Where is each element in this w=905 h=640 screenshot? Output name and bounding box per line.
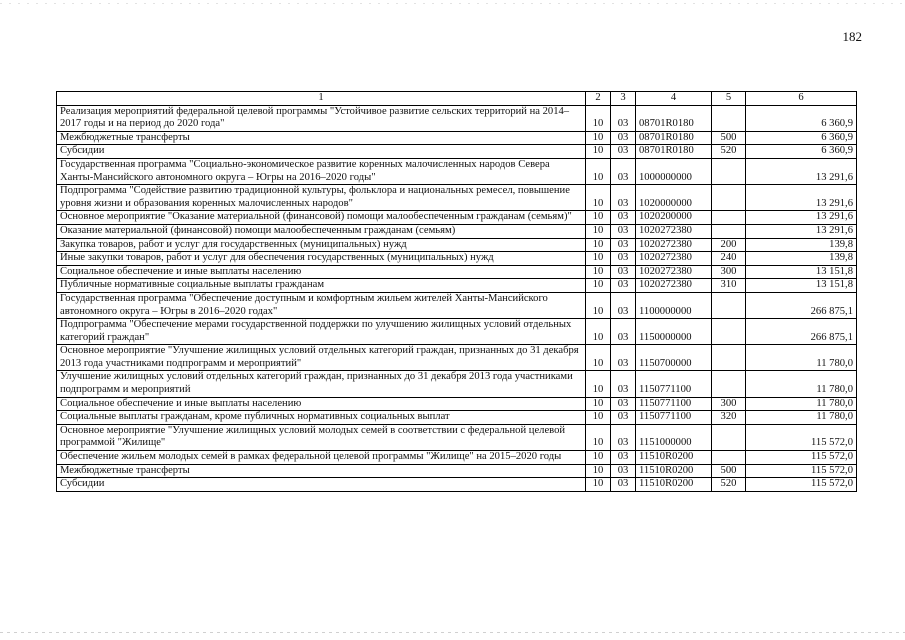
amount-cell: 11 780,0 bbox=[746, 411, 857, 425]
subsection-code-cell: 03 bbox=[611, 265, 636, 279]
table-row bbox=[57, 131, 857, 145]
row-name-cell: Оказание материальной (финансовой) помощи малообеспеченным гражданам (семьям) bbox=[57, 224, 586, 238]
table-row bbox=[57, 345, 857, 371]
subsection-code-cell: 03 bbox=[611, 211, 636, 225]
subsection-code-cell: 03 bbox=[611, 478, 636, 492]
budget-table-body bbox=[57, 105, 857, 491]
section-code-cell: 10 bbox=[586, 319, 611, 345]
expense-type-cell bbox=[712, 292, 746, 318]
row-name-cell: Подпрограмма "Содействие развитию традиционной культуры, фольклора и национальных ремесел, повышение уровня жизни и образования коренных малочисленных народов" bbox=[57, 185, 586, 211]
amount-cell: 266 875,1 bbox=[746, 319, 857, 345]
amount-cell: 13 291,6 bbox=[746, 211, 857, 225]
amount-cell: 139,8 bbox=[746, 252, 857, 266]
expense-type-cell: 520 bbox=[712, 145, 746, 159]
row-name-cell: Основное мероприятие "Оказание материальной (финансовой) помощи малообеспеченным гражданам (семьям)" bbox=[57, 211, 586, 225]
section-code-cell: 10 bbox=[586, 252, 611, 266]
target-article-cell: 11510R0200 bbox=[636, 464, 712, 478]
expense-type-cell: 300 bbox=[712, 265, 746, 279]
target-article-cell: 1150771100 bbox=[636, 371, 712, 397]
section-code-cell: 10 bbox=[586, 451, 611, 465]
subsection-code-cell: 03 bbox=[611, 424, 636, 450]
expense-type-cell: 240 bbox=[712, 252, 746, 266]
section-code-cell: 10 bbox=[586, 411, 611, 425]
table-row bbox=[57, 424, 857, 450]
target-article-cell: 1020272380 bbox=[636, 238, 712, 252]
expense-type-cell bbox=[712, 185, 746, 211]
subsection-code-cell: 03 bbox=[611, 451, 636, 465]
target-article-cell: 1020272380 bbox=[636, 252, 712, 266]
table-row bbox=[57, 211, 857, 225]
target-article-cell: 08701R0180 bbox=[636, 131, 712, 145]
amount-cell: 11 780,0 bbox=[746, 345, 857, 371]
expense-type-cell: 320 bbox=[712, 411, 746, 425]
table-row bbox=[57, 279, 857, 293]
amount-cell: 13 151,8 bbox=[746, 279, 857, 293]
scan-artifact-top bbox=[0, 3, 905, 4]
target-article-cell: 1100000000 bbox=[636, 292, 712, 318]
target-article-cell: 1000000000 bbox=[636, 158, 712, 184]
section-code-cell: 10 bbox=[586, 105, 611, 131]
subsection-code-cell: 03 bbox=[611, 224, 636, 238]
amount-cell: 11 780,0 bbox=[746, 371, 857, 397]
subsection-code-cell: 03 bbox=[611, 411, 636, 425]
subsection-code-cell: 03 bbox=[611, 319, 636, 345]
table-row bbox=[57, 371, 857, 397]
target-article-cell: 1020000000 bbox=[636, 185, 712, 211]
row-name-cell: Обеспечение жильем молодых семей в рамках федеральной целевой программы "Жилище" на 2015–2020 годы bbox=[57, 451, 586, 465]
section-code-cell: 10 bbox=[586, 238, 611, 252]
page-number: 182 bbox=[842, 29, 862, 44]
target-article-cell: 1150771100 bbox=[636, 411, 712, 425]
table-row bbox=[57, 252, 857, 266]
expense-type-cell bbox=[712, 371, 746, 397]
target-article-cell: 11510R0200 bbox=[636, 478, 712, 492]
expense-type-cell bbox=[712, 345, 746, 371]
row-name-cell: Улучшение жилищных условий отдельных категорий граждан, признанных до 31 декабря 2013 года участниками подпрограмм и мероприятий bbox=[57, 371, 586, 397]
column-number-row bbox=[57, 92, 857, 106]
section-code-cell: 10 bbox=[586, 224, 611, 238]
amount-cell: 115 572,0 bbox=[746, 451, 857, 465]
subsection-code-cell: 03 bbox=[611, 292, 636, 318]
section-code-cell: 10 bbox=[586, 292, 611, 318]
subsection-code-cell: 03 bbox=[611, 185, 636, 211]
column-header-1: 1 bbox=[57, 92, 586, 106]
amount-cell: 115 572,0 bbox=[746, 464, 857, 478]
amount-cell: 13 291,6 bbox=[746, 185, 857, 211]
expense-type-cell bbox=[712, 224, 746, 238]
expense-type-cell: 520 bbox=[712, 478, 746, 492]
row-name-cell: Основное мероприятие "Улучшение жилищных условий молодых семей в соответствии с федеральной целевой программой "Жилище" bbox=[57, 424, 586, 450]
target-article-cell: 1020272380 bbox=[636, 279, 712, 293]
subsection-code-cell: 03 bbox=[611, 464, 636, 478]
amount-cell: 139,8 bbox=[746, 238, 857, 252]
amount-cell: 11 780,0 bbox=[746, 397, 857, 411]
table-row bbox=[57, 451, 857, 465]
budget-table bbox=[56, 91, 857, 492]
row-name-cell: Социальное обеспечение и иные выплаты населению bbox=[57, 397, 586, 411]
row-name-cell: Субсидии bbox=[57, 478, 586, 492]
amount-cell: 115 572,0 bbox=[746, 478, 857, 492]
target-article-cell: 08701R0180 bbox=[636, 105, 712, 131]
amount-cell: 13 291,6 bbox=[746, 224, 857, 238]
section-code-cell: 10 bbox=[586, 478, 611, 492]
table-row bbox=[57, 224, 857, 238]
scan-artifact-bottom bbox=[0, 632, 905, 633]
row-name-cell: Государственная программа "Обеспечение доступным и комфортным жильем жителей Ханты-Мансийского автономного округа – Югры в 2016–2020 годах" bbox=[57, 292, 586, 318]
table-row bbox=[57, 238, 857, 252]
target-article-cell: 1020272380 bbox=[636, 224, 712, 238]
amount-cell: 6 360,9 bbox=[746, 105, 857, 131]
table-row bbox=[57, 145, 857, 159]
row-name-cell: Основное мероприятие "Улучшение жилищных условий отдельных категорий граждан, признанных до 31 декабря 2013 года участниками подпрограмм и мероприятий" bbox=[57, 345, 586, 371]
subsection-code-cell: 03 bbox=[611, 131, 636, 145]
section-code-cell: 10 bbox=[586, 145, 611, 159]
expense-type-cell: 300 bbox=[712, 397, 746, 411]
target-article-cell: 1150771100 bbox=[636, 397, 712, 411]
row-name-cell: Субсидии bbox=[57, 145, 586, 159]
row-name-cell: Закупка товаров, работ и услуг для государственных (муниципальных) нужд bbox=[57, 238, 586, 252]
amount-cell: 6 360,9 bbox=[746, 131, 857, 145]
column-header-6: 6 bbox=[746, 92, 857, 106]
expense-type-cell: 500 bbox=[712, 464, 746, 478]
subsection-code-cell: 03 bbox=[611, 279, 636, 293]
subsection-code-cell: 03 bbox=[611, 158, 636, 184]
row-name-cell: Публичные нормативные социальные выплаты гражданам bbox=[57, 279, 586, 293]
subsection-code-cell: 03 bbox=[611, 145, 636, 159]
row-name-cell: Иные закупки товаров, работ и услуг для обеспечения государственных (муниципальных) нужд bbox=[57, 252, 586, 266]
row-name-cell: Государственная программа "Социально-экономическое развитие коренных малочисленных народов Севера Ханты-Мансийского автономного округа – Югры на 2016–2020 годы" bbox=[57, 158, 586, 184]
target-article-cell: 08701R0180 bbox=[636, 145, 712, 159]
amount-cell: 6 360,9 bbox=[746, 145, 857, 159]
expense-type-cell bbox=[712, 158, 746, 184]
table-row bbox=[57, 265, 857, 279]
expense-type-cell bbox=[712, 319, 746, 345]
target-article-cell: 1020272380 bbox=[636, 265, 712, 279]
table-row bbox=[57, 105, 857, 131]
column-header-4: 4 bbox=[636, 92, 712, 106]
target-article-cell: 1151000000 bbox=[636, 424, 712, 450]
row-name-cell: Межбюджетные трансферты bbox=[57, 464, 586, 478]
expense-type-cell bbox=[712, 105, 746, 131]
row-name-cell: Реализация мероприятий федеральной целевой программы "Устойчивое развитие сельских территорий на 2014–2017 годы и на период до 2020 года" bbox=[57, 105, 586, 131]
section-code-cell: 10 bbox=[586, 279, 611, 293]
amount-cell: 266 875,1 bbox=[746, 292, 857, 318]
amount-cell: 13 291,6 bbox=[746, 158, 857, 184]
section-code-cell: 10 bbox=[586, 464, 611, 478]
row-name-cell: Межбюджетные трансферты bbox=[57, 131, 586, 145]
expense-type-cell: 200 bbox=[712, 238, 746, 252]
section-code-cell: 10 bbox=[586, 371, 611, 397]
subsection-code-cell: 03 bbox=[611, 345, 636, 371]
target-article-cell: 1150000000 bbox=[636, 319, 712, 345]
target-article-cell: 1150700000 bbox=[636, 345, 712, 371]
row-name-cell: Социальное обеспечение и иные выплаты населению bbox=[57, 265, 586, 279]
expense-type-cell: 500 bbox=[712, 131, 746, 145]
table-row bbox=[57, 411, 857, 425]
target-article-cell: 11510R0200 bbox=[636, 451, 712, 465]
section-code-cell: 10 bbox=[586, 424, 611, 450]
subsection-code-cell: 03 bbox=[611, 105, 636, 131]
row-name-cell: Подпрограмма "Обеспечение мерами государственной поддержки по улучшению жилищных условий отдельных категорий граждан" bbox=[57, 319, 586, 345]
section-code-cell: 10 bbox=[586, 397, 611, 411]
amount-cell: 115 572,0 bbox=[746, 424, 857, 450]
table-row bbox=[57, 158, 857, 184]
expense-type-cell bbox=[712, 211, 746, 225]
column-header-3: 3 bbox=[611, 92, 636, 106]
amount-cell: 13 151,8 bbox=[746, 265, 857, 279]
subsection-code-cell: 03 bbox=[611, 397, 636, 411]
subsection-code-cell: 03 bbox=[611, 252, 636, 266]
expense-type-cell bbox=[712, 451, 746, 465]
table-row bbox=[57, 464, 857, 478]
target-article-cell: 1020200000 bbox=[636, 211, 712, 225]
section-code-cell: 10 bbox=[586, 131, 611, 145]
section-code-cell: 10 bbox=[586, 158, 611, 184]
expense-type-cell bbox=[712, 424, 746, 450]
subsection-code-cell: 03 bbox=[611, 371, 636, 397]
column-header-5: 5 bbox=[712, 92, 746, 106]
table-row bbox=[57, 319, 857, 345]
row-name-cell: Социальные выплаты гражданам, кроме публичных нормативных социальных выплат bbox=[57, 411, 586, 425]
table-row bbox=[57, 397, 857, 411]
section-code-cell: 10 bbox=[586, 185, 611, 211]
section-code-cell: 10 bbox=[586, 211, 611, 225]
section-code-cell: 10 bbox=[586, 265, 611, 279]
table-row bbox=[57, 185, 857, 211]
table-row bbox=[57, 478, 857, 492]
table-row bbox=[57, 292, 857, 318]
column-header-2: 2 bbox=[586, 92, 611, 106]
subsection-code-cell: 03 bbox=[611, 238, 636, 252]
section-code-cell: 10 bbox=[586, 345, 611, 371]
expense-type-cell: 310 bbox=[712, 279, 746, 293]
